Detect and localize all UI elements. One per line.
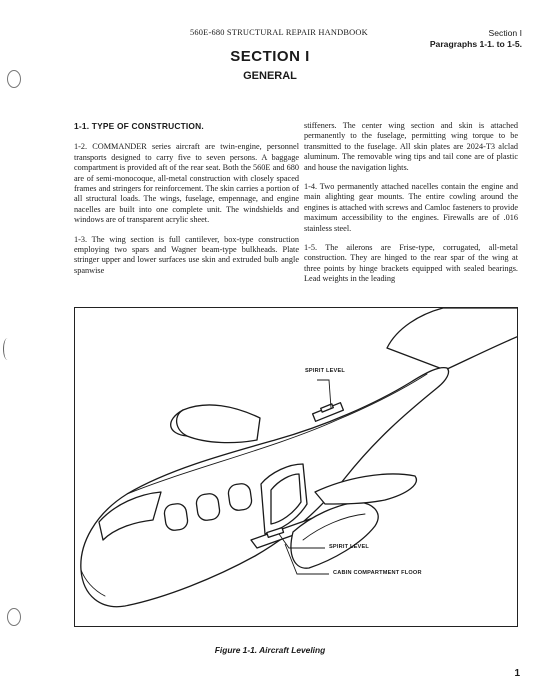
binder-hole-bottom (7, 608, 21, 626)
page-number: 1 (514, 668, 520, 679)
section-title: SECTION I (230, 48, 310, 65)
binder-hole-middle (3, 338, 12, 360)
figure-caption: Figure 1-1. Aircraft Leveling (214, 645, 326, 655)
tail-fin (387, 308, 518, 370)
running-header-reference (430, 28, 522, 49)
paragraph-1-3: 1-3. The wing section is full cantilever, box-type construction employing two spars and Wagner beam-type bulkheads. Plate stringer upper and lower surfaces use skin and extruded bulb angle spanwise (74, 234, 299, 275)
cabin-window-3 (227, 483, 252, 512)
paragraph-1-3-continued: stiffeners. The center wing section and skin is attached permanently to the fuselage, permitting wing torque to be transmitted to the fuselage. All skin plates are 2024-T3 alclad aluminum. The removable wing tips and tail cone are of plastic and house the navigation lights. (304, 121, 518, 172)
far-wing (177, 405, 260, 443)
callout-spirit-level-cabin: SPIRIT LEVEL (329, 544, 370, 550)
section-subtitle: GENERAL (243, 70, 297, 82)
leader-line-top (317, 380, 331, 408)
aircraft-illustration (75, 308, 518, 627)
section-reference: Section I (488, 28, 522, 38)
paragraphs-reference: Paragraphs 1-1. to 1-5. (429, 38, 522, 49)
paragraph-1-5: 1-5. The ailerons are Frise-type, corrugated, all-metal construction. They are hinged to the rear spar of the wing at three points by hinge brackets equipped with sealed bearings. Lead weights in the leading (304, 243, 518, 284)
text-column-left (74, 121, 299, 285)
figure-aircraft-leveling (74, 307, 518, 627)
paragraph-1-4: 1-4. Two permanently attached nacelles contain the engine and main alighting gear mounts. The entire cowling around the engines is attached with screws and Camloc fasteners to provide maximum accessibility to the engines. Firewalls are of .016 stainless steel. (304, 182, 518, 233)
paragraph-1-2: 1-2. COMMANDER series aircraft are twin-engine, personnel transports designed to carry five to seven persons. A baggage compartment is provided aft of the rear seat. Both the 560E and 680 are of semi-monocoque, all-metal construction with closely spaced frames and stringers for reinforcement. The skin carries a portion of all structural loads. The wings, fuselage, empennage, and engine nacelles are built into one complete unit. The windshields and windows are of transparent acrylic sheet. (74, 142, 299, 225)
text-column-right (304, 121, 518, 294)
cabin-window-2 (195, 493, 220, 522)
callout-spirit-level-top: SPIRIT LEVEL (305, 368, 346, 374)
paragraph-heading-1-1: 1-1. TYPE OF CONSTRUCTION. (74, 121, 204, 131)
cabin-window-1 (163, 503, 188, 532)
callout-cabin-floor: CABIN COMPARTMENT FLOOR (333, 570, 422, 576)
running-header-title: 560E-680 STRUCTURAL REPAIR HANDBOOK (190, 28, 368, 37)
